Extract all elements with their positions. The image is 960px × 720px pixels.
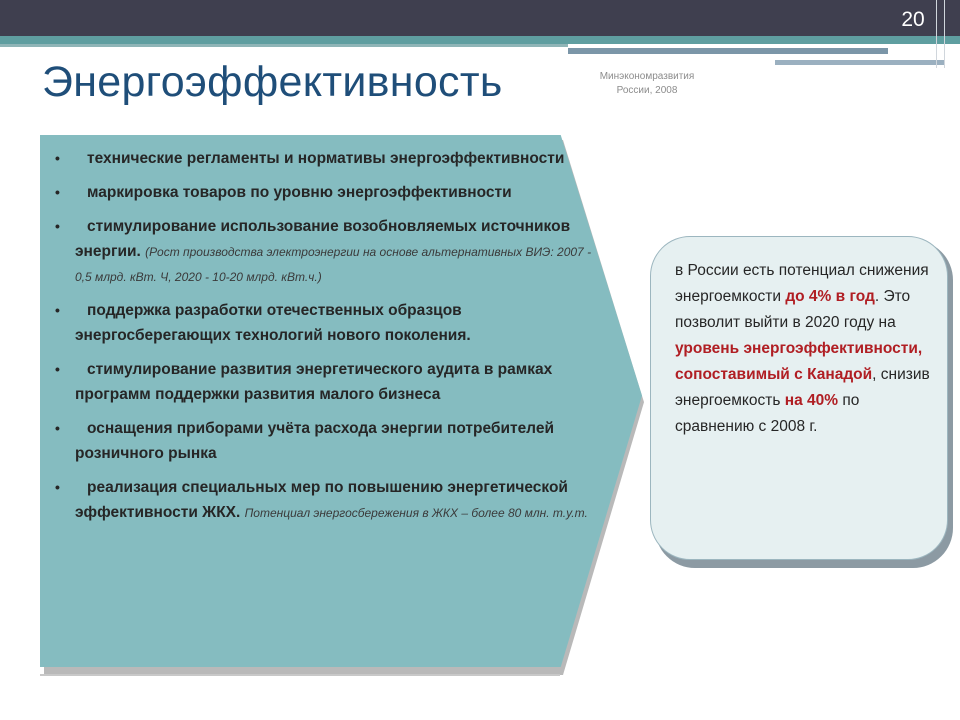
- bullet-dot: •: [55, 302, 60, 318]
- bullet-dot: •: [55, 218, 60, 234]
- bullet-text: технические регламенты и нормативы энергоэффективности: [87, 150, 565, 167]
- bullet-item: [55, 475, 595, 525]
- bullet-item: [55, 357, 595, 407]
- source-caption: [572, 70, 722, 98]
- callout-part: в России есть потенциал снижения энергоемкости: [675, 262, 929, 305]
- page-number: 20: [901, 8, 925, 31]
- bullet-dot: •: [55, 361, 60, 377]
- bullet-item: [55, 298, 595, 348]
- accent-strip: [568, 48, 888, 54]
- bullet-item: [55, 146, 595, 171]
- bullet-dot: •: [55, 420, 60, 436]
- bullet-item: [55, 214, 595, 289]
- callout-part: по сравнению с 2008 г.: [675, 392, 860, 435]
- divider: [40, 674, 560, 676]
- bullet-text: поддержка разработки отечественных образцов энергосберегающих технологий нового поколения.: [75, 302, 471, 344]
- bullet-text: реализация специальных мер по повышению энергетической эффективности ЖКХ.: [75, 479, 568, 521]
- teal-band: [0, 36, 960, 44]
- slide-title: Энергоэффективность: [42, 58, 503, 106]
- bullet-text: стимулирование развития энергетического аудита в рамках программ поддержки развития малого бизнеса: [75, 361, 553, 403]
- bullet-note: (Рост производства электроэнергии на основе альтернативных ВИЭ: 2007 - 0,5 млрд. кВт. Ч, 2020 - 10-20 млрд. кВт.ч.): [75, 245, 592, 284]
- bullet-dot: •: [55, 150, 60, 166]
- bullet-list: [55, 146, 595, 534]
- accent-strip: [775, 60, 945, 65]
- bullet-dot: •: [55, 479, 60, 495]
- callout-part: . Это позволит выйти в 2020 году на: [675, 288, 911, 331]
- bullet-note: Потенциал энергосбережения в ЖКХ – более 80 млн. т.у.т.: [244, 506, 588, 520]
- bullet-dot: •: [55, 184, 60, 200]
- divider: [944, 0, 945, 68]
- divider: [936, 0, 937, 68]
- callout-highlight: на 40%: [784, 392, 839, 409]
- bullet-text: стимулирование использование возобновляемых источников энергии.: [75, 218, 571, 260]
- accent-strip: [0, 44, 568, 47]
- bullet-text: оснащения приборами учёта расхода энергии потребителей розничного рынка: [75, 420, 554, 462]
- bullet-item: [55, 180, 595, 205]
- bullet-text: маркировка товаров по уровню энергоэффективности: [87, 184, 512, 201]
- source-line: России, 2008: [616, 85, 678, 96]
- callout-text: [675, 258, 935, 440]
- source-line: Минэкономразвития: [599, 71, 695, 82]
- top-bar: [0, 0, 960, 36]
- callout-highlight: уровень энергоэффективности, сопоставимый с Канадой: [675, 340, 923, 383]
- callout-highlight: до 4% в год: [785, 288, 875, 305]
- bullet-item: [55, 416, 595, 466]
- callout-part: , снизив энергоемкость: [675, 366, 930, 409]
